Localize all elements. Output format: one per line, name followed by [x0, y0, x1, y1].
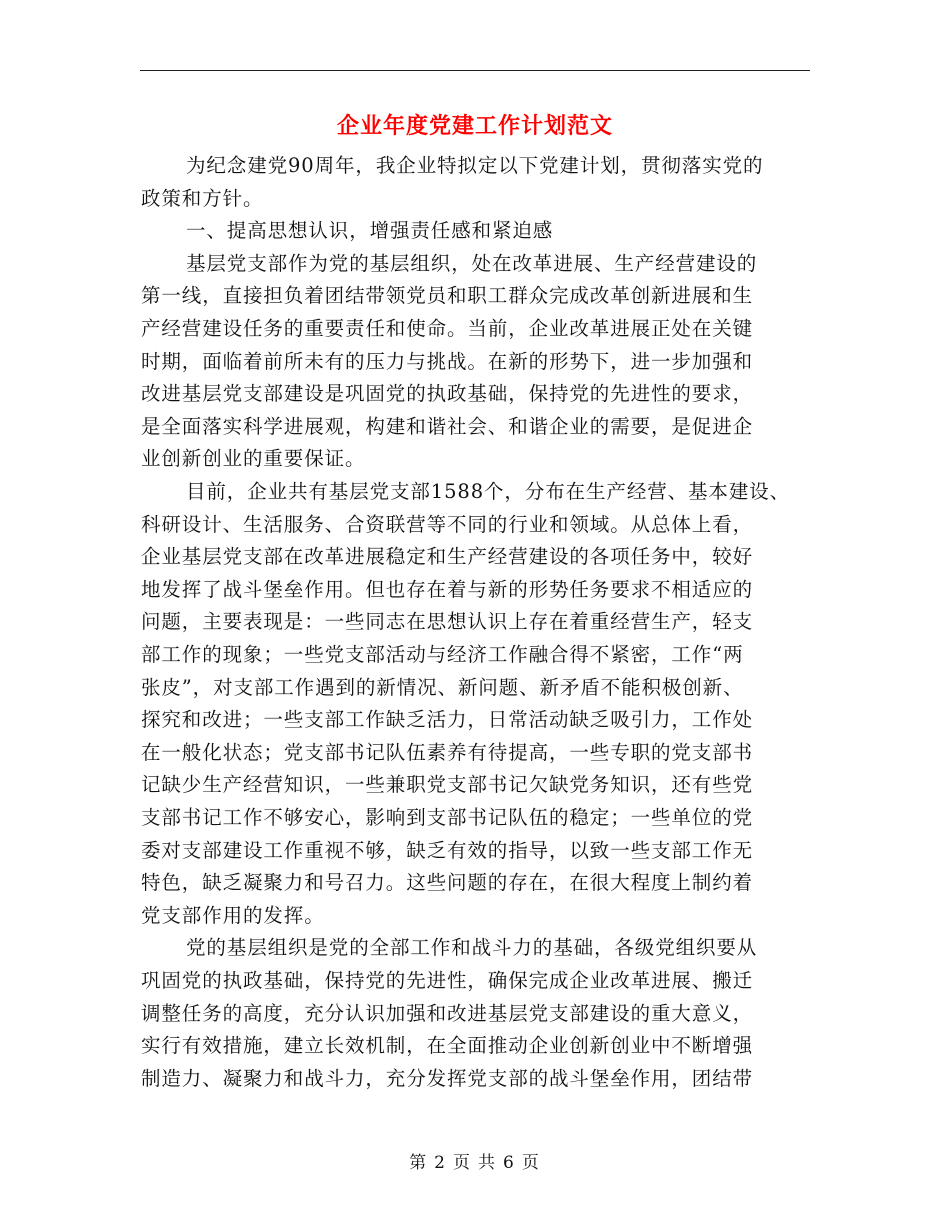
text-line: 是全面落实科学进展观，构建和谐社会、和谐企业的需要，是促进企: [141, 414, 754, 438]
text-line: 企业基层党支部在改革进展稳定和生产经营建设的各项任务中，较好: [141, 545, 754, 569]
document-title: 企业年度党建工作计划范文: [336, 113, 613, 139]
text-line: 特色，缺乏凝聚力和号召力。这些问题的存在，在很大程度上制约着: [141, 871, 754, 895]
total-prefix: 共: [478, 1153, 497, 1173]
text-line: 实行有效措施，建立长效机制，在全面推动企业创新创业中不断增强: [141, 1034, 754, 1058]
text-line: 部工作的现象；一些党支部活动与经济工作融合得不紧密，工作“两: [141, 643, 744, 666]
text-line: 政策和方针。: [141, 186, 264, 210]
text-line: 在一般化状态；党支部书记队伍素养有待提高，一些专职的党支部书: [141, 740, 754, 764]
text-line: 时期，面临着前所未有的压力与挑战。在新的形势下，进一步加强和: [141, 349, 754, 373]
text-line: 探究和改进；一些支部工作缺乏活力，日常活动缺乏吸引力，工作处: [141, 708, 754, 732]
text-line: 记缺少生产经营知识，一些兼职党支部书记欠缺党务知识，还有些党: [141, 773, 754, 797]
total-suffix: 页: [521, 1153, 541, 1173]
page-footer: [140, 1151, 810, 1175]
text-line: 产经营建设任务的重要责任和使命。当前，企业改革进展正处在关键: [141, 317, 754, 340]
text-line: 支部书记工作不够安心，影响到支部书记队伍的稳定；一些单位的党: [141, 806, 754, 829]
page-word: 页: [453, 1153, 472, 1173]
text-line: 业创新创业的重要保证。: [141, 447, 366, 471]
total-pages-number: 6: [503, 1153, 516, 1173]
text-line: 党支部作用的发挥。: [141, 903, 325, 927]
page-prefix: 第: [409, 1153, 429, 1173]
text-line: 党的基层组织是党的全部工作和战斗力的基础，各级党组织要从: [186, 936, 758, 960]
text-line: 地发挥了战斗堡垒作用。但也存在着与新的形势任务要求不相适应的: [141, 577, 754, 601]
text-line: 委对支部建设工作重视不够，缺乏有效的指导，以致一些支部工作无: [141, 838, 754, 862]
current-page-number: 2: [434, 1153, 447, 1173]
text-line: 科研设计、生活服务、合资联营等不同的行业和领域。从总体上看，: [141, 512, 754, 536]
text-line: 改进基层党支部建设是巩固党的执政基础，保持党的先进性的要求，: [141, 382, 754, 406]
text-line: 调整任务的高度，充分认识加强和改进基层党支部建设的重大意义，: [141, 1001, 754, 1025]
text-line: 制造力、凝聚力和战斗力，充分发挥党支部的战斗堡垒作用，团结带: [141, 1066, 754, 1090]
text-line: 巩固党的执政基础，保持党的先进性，确保完成企业改革进展、搬迁: [141, 969, 754, 992]
header-rule: [140, 70, 810, 71]
text-line: 为纪念建党90周年，我企业特拟定以下党建计划，贯彻落实党的: [186, 154, 764, 177]
text-line: 目前，企业共有基层党支部1588个，分布在生产经营、基本建设、: [186, 480, 791, 503]
text-line: 第一线，直接担负着团结带领党员和职工群众完成改革创新进展和生: [141, 284, 754, 308]
text-line: 基层党支部作为党的基层组织，处在改革进展、生产经营建设的: [186, 251, 758, 275]
text-line: 一、提高思想认识，增强责任感和紧迫感: [186, 219, 554, 243]
text-line: 问题，主要表现是：一些同志在思想认识上存在着重经营生产，轻支: [141, 610, 754, 634]
text-line: 张皮”，对支部工作遇到的新情况、新问题、新矛盾不能积极创新、: [141, 675, 744, 699]
